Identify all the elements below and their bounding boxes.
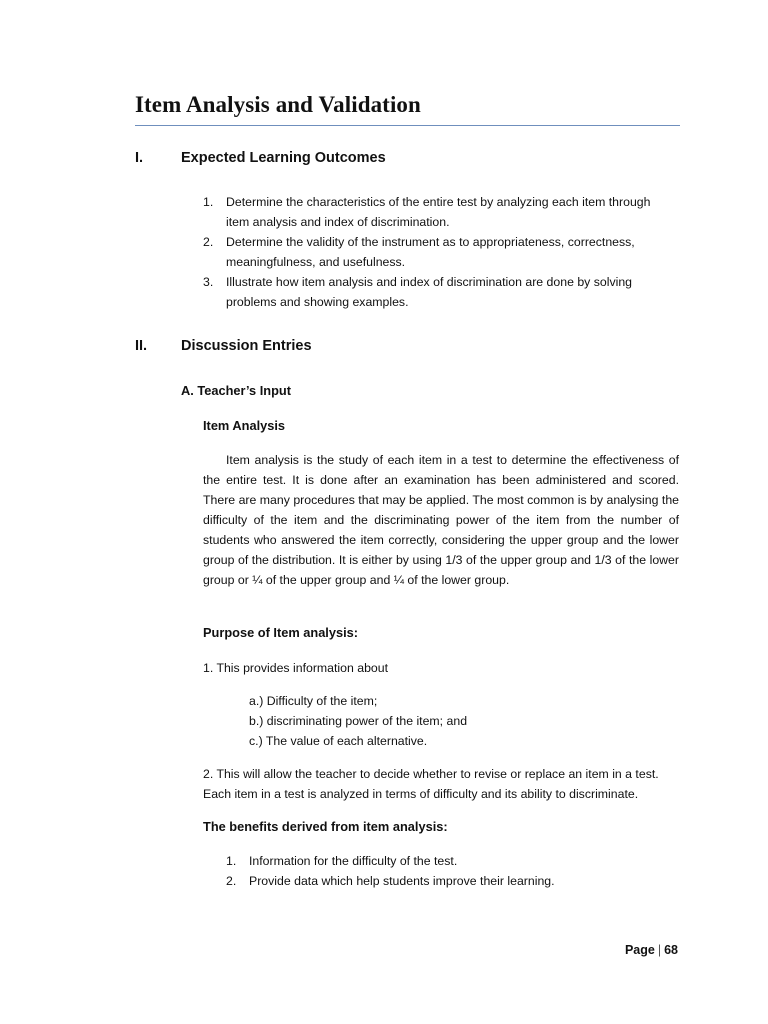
page-footer <box>625 943 678 957</box>
benefit-2-text: Provide data which help students improve their learning. <box>249 874 555 888</box>
outcome-2-line-1: Determine the validity of the instrument as to appropriateness, correctness, <box>226 235 635 249</box>
purpose-subitem-a: a.) Difficulty of the item; <box>249 694 378 708</box>
outcome-3-line-2: problems and showing examples. <box>226 295 409 309</box>
item-analysis-paragraph: Item analysis is the study of each item in a test to determine the effectiveness of the entire test. It is done after an examination has been administered and scored. There are many procedures that may be applied. The most common is by analysing the difficulty of the item and the discriminating power of the item from the number of students who answered the item correctly, considering the upper group and the lower group of the distribution. It is either by using 1/3 of the upper group and 1/3 of the lower group or ¼ of the upper group and ¼ of the lower group. <box>203 453 679 587</box>
benefit-1-text: Information for the difficulty of the test. <box>249 854 458 868</box>
page-separator: | <box>657 943 662 957</box>
section-1-number: I. <box>135 150 144 166</box>
outcome-3-number: 3. <box>203 275 214 289</box>
item-analysis-heading: Item Analysis <box>203 418 286 433</box>
outcome-2-line-2: meaningfulness, and usefulness. <box>226 255 406 269</box>
purpose-subitem-c: c.) The value of each alternative. <box>249 734 428 748</box>
section-2-number: II. <box>135 338 148 354</box>
title-underline <box>135 125 680 126</box>
outcome-2-number: 2. <box>203 235 214 249</box>
page-number: 68 <box>664 943 678 957</box>
purpose-point-2-line-1: 2. This will allow the teacher to decide whether to revise or replace an item in a test. <box>203 767 659 781</box>
subsection-a-heading: A. Teacher’s Input <box>181 383 291 398</box>
page-title: Item Analysis and Validation <box>135 92 421 117</box>
outcome-1-line-1: Determine the characteristics of the entire test by analyzing each item through <box>226 195 651 209</box>
page-label: Page <box>624 943 655 957</box>
purpose-subitem-b: b.) discriminating power of the item; and <box>249 714 468 728</box>
benefit-2-number: 2. <box>226 874 237 888</box>
section-2-title: Discussion Entries <box>181 338 312 354</box>
purpose-point-2-line-2: Each item in a test is analyzed in terms of difficulty and its ability to discriminate. <box>203 787 639 801</box>
outcome-1-number: 1. <box>203 195 214 209</box>
purpose-point-1: 1. This provides information about <box>203 661 389 675</box>
purpose-heading: Purpose of Item analysis: <box>203 625 359 640</box>
section-1-title: Expected Learning Outcomes <box>181 150 386 166</box>
outcome-3-line-1: Illustrate how item analysis and index of discrimination are done by solving <box>226 275 633 289</box>
benefits-heading: The benefits derived from item analysis: <box>203 819 448 834</box>
benefit-1-number: 1. <box>226 854 237 868</box>
outcome-1-line-2: item analysis and index of discrimination. <box>226 215 450 229</box>
